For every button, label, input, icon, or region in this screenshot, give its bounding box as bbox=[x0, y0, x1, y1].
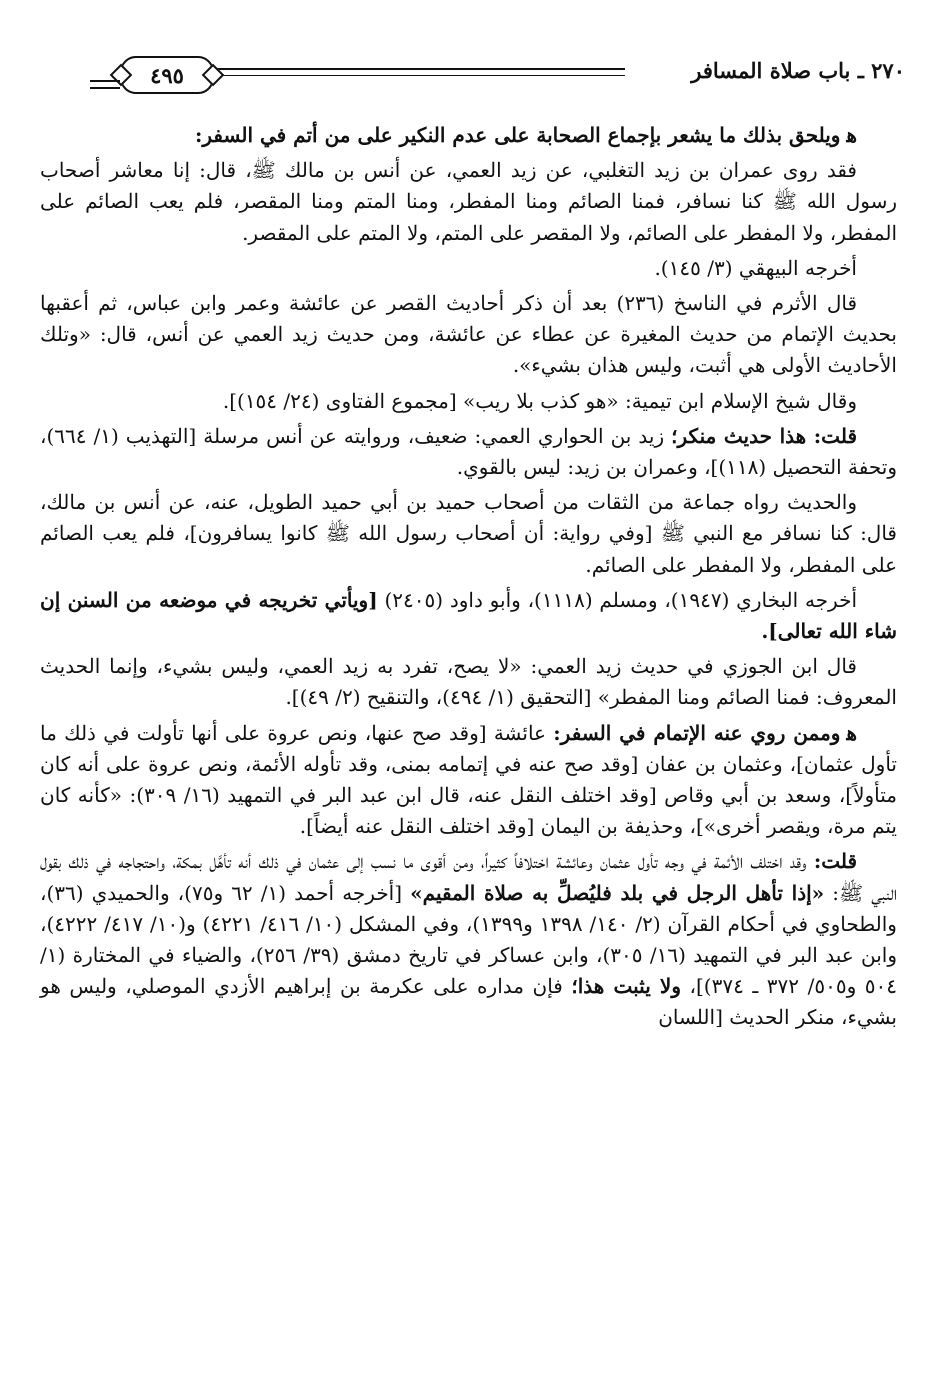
paragraph-5: وقال شيخ الإسلام ابن تيمية: «هو كذب بلا ريب» [مجموع الفتاوى (٢٤/ ١٥٤)]. bbox=[222, 388, 857, 413]
bullet-icon: ﻫ bbox=[846, 123, 857, 147]
paragraph-3: أخرجه البيهقي (٣/ ١٤٥). bbox=[654, 255, 857, 280]
paragraph-6-text: زيد بن الحواري العمي: ضعيف، وروايته عن أنس مرسلة [التهذيب (١/ ٦٦٤)، وتحفة التحصيل (١١٨)]، وعمران بن زيد: ليس بالقوي. bbox=[40, 423, 897, 480]
page-number: ٤٩٥ bbox=[150, 62, 184, 88]
paragraph-10-lead: وممن روي عنه الإتمام في السفر: bbox=[553, 720, 841, 745]
header-rule-left bbox=[90, 80, 120, 89]
paragraph-11-lead: قلت: bbox=[813, 849, 858, 874]
paragraph-1-text: ويلحق بذلك ما يشعر بإجماع الصحابة على عدم النكير على من أتم في السفر: bbox=[194, 123, 841, 147]
page-number-ornament bbox=[120, 56, 214, 94]
paragraph-10 bbox=[40, 718, 897, 843]
bullet-icon: ﻫ bbox=[846, 720, 857, 745]
paragraph-11-verdict: ولا يثبت هذا؛ bbox=[571, 974, 681, 999]
paragraph-7: والحديث رواه جماعة من الثقات من أصحاب حميد بن أبي حميد الطويل، عنه، عن أنس بن مالك، قال: كنا نسافر مع النبي ﷺ [وفي رواية: أن أصحاب رسول الله ﷺ كانوا يسافرون]، فلم يعب الصائم على المفطر، ولا المفطر على الصائم. bbox=[40, 490, 897, 577]
page-header bbox=[90, 52, 905, 96]
paragraph-8 bbox=[40, 585, 897, 647]
paragraph-11-text-c: فإن مداره على عكرمة بن إبراهيم الأزدي الموصلي، وليس هو بشيء، منكر الحديث [اللسان bbox=[40, 974, 897, 1030]
running-head: ٢٧٠ ـ باب صلاة المسافر bbox=[691, 58, 905, 83]
paragraph-4: قال الأثرم في الناسخ (٢٣٦) بعد أن ذكر أحاديث القصر عن عائشة وعمر وابن عباس، ثم أعقبها بحديث الإتمام من حديث المغيرة عن عطاء عن عائشة، ومن حديث زيد العمي عن أنس، قال: «وتلك الأحاديث الأولى هي أثبت، وليس هذان بشيء». bbox=[40, 291, 897, 378]
page-body bbox=[40, 120, 897, 1355]
paragraph-10-text: عائشة [وقد صح عنها، ونص عروة على أنها تأولت في ذلك ما تأول عثمان]، وعثمان بن عفان [وقد صح عنه في إتمامه بمنى، وقد تأوله الأئمة، ونص عروة على أنه كان متأولاً]، وسعد بن أبي وقاص [وقد اختلف النقل عنه، قال ابن عبد البر في التمهيد (١٦/ ٣٠٩): «كأنه كان يتم مرة، ويقصر أخرى»]، وحذيفة بن اليمان [وقد اختلف النقل عنه أيضاً]. bbox=[40, 720, 897, 839]
paragraph-6 bbox=[40, 421, 897, 483]
paragraph-11-text-a: وقد اختلف الأئمة في وجه تأول عثمان وعائشة اختلافاً كثيراً، ومن أقوى ما نسب إلى عثمان في ذلك أنه تأهَّل بمكة، واحتجاجه في ذلك بقول النبي ﷺ: bbox=[40, 849, 898, 905]
paragraph-8-note: [ويأتي تخريجه في موضعه من السنن إن شاء الله تعالى]. bbox=[40, 587, 897, 644]
paragraph-9: قال ابن الجوزي في حديث زيد العمي: «لا يصح، تفرد به زيد العمي، وليس بشيء، وإنما الحديث المعروف: فمنا الصائم ومنا المفطر» [التحقيق (١/ ٤٩٤)، والتنقيح (٢/ ٤٩)]. bbox=[40, 654, 897, 710]
header-rule bbox=[210, 68, 625, 76]
paragraph-11-hadith: «إذا تأهل الرجل في بلد فليُصلِّ به صلاة المقيم» bbox=[410, 880, 825, 905]
paragraph-11-text-b: [أخرجه أحمد (١/ ٦٢ و٧٥)، والحميدي (٣٦)، والطحاوي في أحكام القرآن (٢/ ١٤٠/ ١٣٩٨ و١٣٩٩)، وفي المشكل (١٠/ ٤١٦/ ٤٢٢١) و(١٠/ ٤١٧/ ٤٢٢٢)، وابن عبد البر في التمهيد (١٦/ ٣٠٥)، وابن عساكر في تاريخ دمشق (٣٩/ ٢٥٦)، والضياء في المختارة (١/ ٥٠٤ و٥٠٥/ ٣٧٢ ـ ٣٧٤)]، bbox=[40, 880, 898, 999]
paragraph-6-lead: قلت: هذا حديث منكر؛ bbox=[671, 423, 858, 448]
paragraph-8-text: أخرجه البخاري (١٩٤٧)، ومسلم (١١١٨)، وأبو داود (٢٤٠٥) bbox=[384, 587, 858, 612]
paragraph-11 bbox=[40, 846, 897, 1033]
paragraph-1 bbox=[40, 120, 897, 151]
paragraph-2: فقد روى عمران بن زيد التغلبي، عن زيد العمي، عن أنس بن مالك ﷺ، قال: إنا معاشر أصحاب رسول الله ﷺ كنا نسافر، فمنا الصائم ومنا المفطر، ومنا المتم ومنا المقصر، فلم يعب الصائم على المفطر، ولا المفطر على الصائم، ولا المقصر على المتم، ولا المتم على المقصر. bbox=[40, 158, 897, 245]
